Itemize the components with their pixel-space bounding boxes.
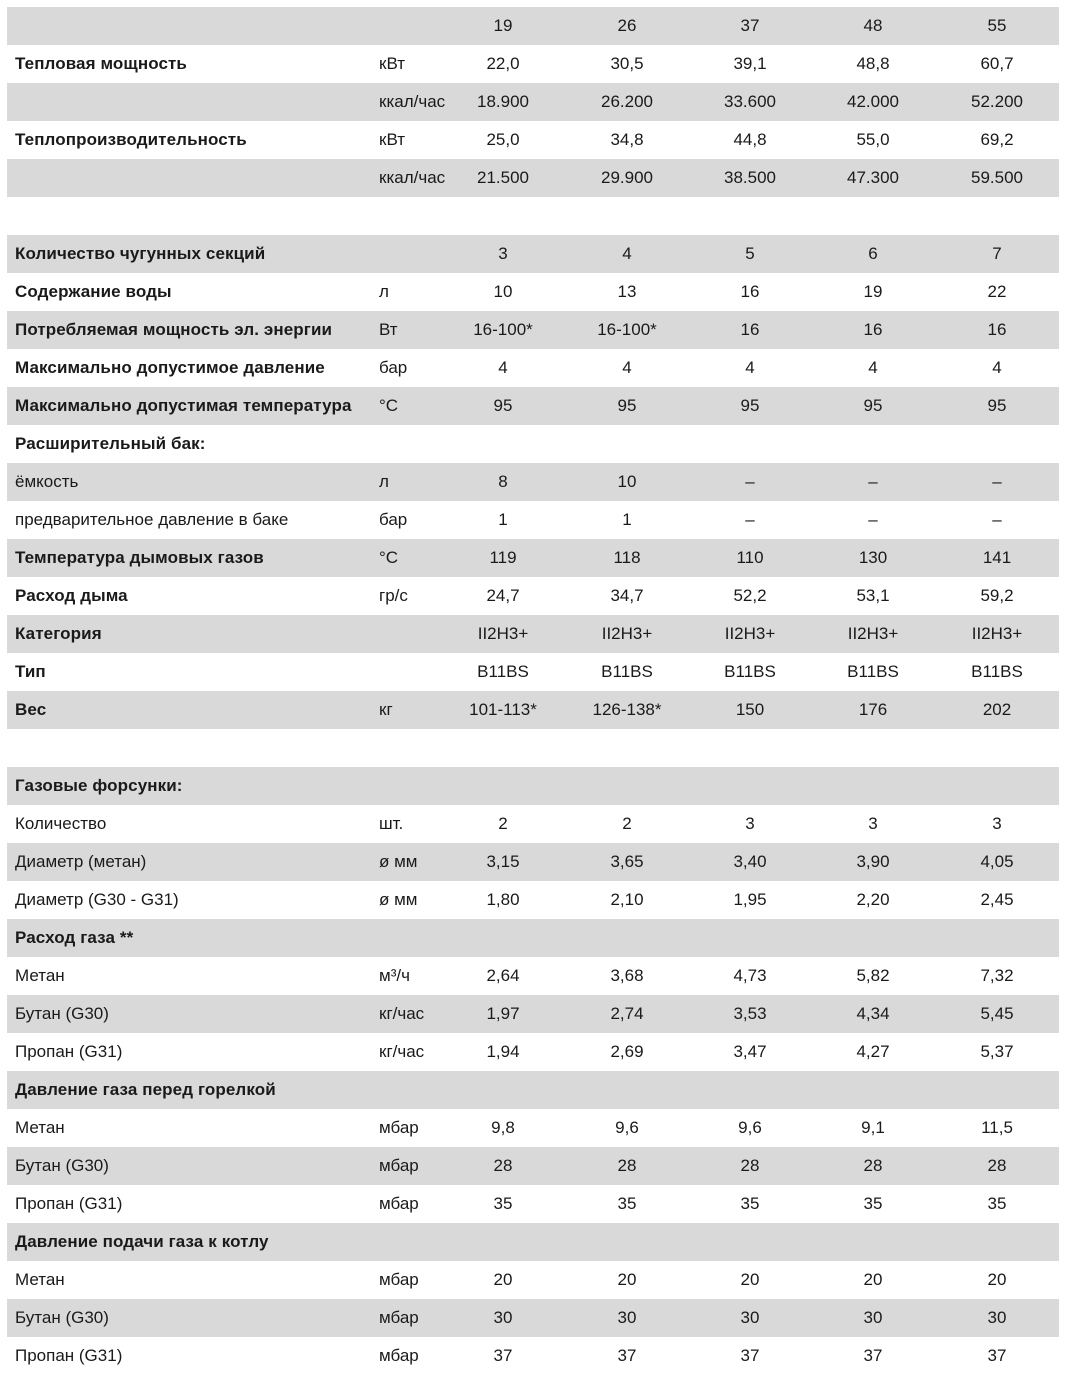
value-cell: 4 [992,358,1002,377]
value-cell: 18.900 [477,92,529,111]
table-row [7,349,1059,387]
value-cell: 16 [740,320,760,339]
value-cell: 2,45 [980,890,1014,909]
value-cell: 3,53 [733,1004,767,1023]
value-cell [572,1223,682,1261]
row-label: Расширительный бак: [15,434,206,453]
value-cell: 1 [498,510,508,529]
value-cell [695,767,805,805]
value-cell: 7,32 [980,966,1014,985]
row-label: Давление подачи газа к котлу [15,1232,269,1251]
table-row [7,273,1059,311]
table-row [7,1071,1059,1109]
value-cell: 13 [617,282,637,301]
value-cell [448,1223,558,1261]
value-cell: 35 [617,1194,637,1213]
value-cell [448,425,558,463]
row-label: Метан [15,966,65,985]
value-cell: 55,0 [856,130,890,149]
value-cell: 16 [987,320,1007,339]
value-cell: 20 [740,1270,760,1289]
value-cell: – [992,472,1002,491]
table-row [7,919,1059,957]
row-label: Теплопроизводительность [15,130,247,149]
value-cell: 10 [617,472,637,491]
value-cell [818,1071,928,1109]
value-cell: II2H3+ [847,624,899,643]
column-header: 26 [617,16,637,35]
value-cell: 38.500 [724,168,776,187]
table-row [7,957,1059,995]
value-cell: 9,6 [738,1118,762,1137]
value-cell: II2H3+ [971,624,1023,643]
value-cell: 4 [745,358,755,377]
row-unit: кВт [379,54,405,73]
table-row [7,1033,1059,1071]
row-unit: гр/с [379,586,408,605]
value-cell: 20 [863,1270,883,1289]
value-cell: 3,15 [486,852,520,871]
table-row [7,653,1059,691]
row-label: Бутан (G30) [15,1308,109,1327]
value-cell [695,425,805,463]
row-label: Вес [15,700,47,719]
row-unit: ккал/час [379,92,446,111]
value-cell: 141 [982,548,1012,567]
value-cell: – [745,510,755,529]
table-row [7,805,1059,843]
value-cell: 4 [498,358,508,377]
value-cell: 95 [987,396,1007,415]
table-row [7,995,1059,1033]
value-cell: 37 [740,1346,760,1365]
value-cell: 5,37 [980,1042,1014,1061]
value-cell: 24,7 [486,586,520,605]
row-label: Максимально допустимое давление [15,358,325,377]
table-row [7,1109,1059,1147]
row-label: Давление газа перед горелкой [15,1080,276,1099]
value-cell [572,767,682,805]
value-cell: II2H3+ [477,624,529,643]
table-row [7,501,1059,539]
value-cell [448,919,558,957]
value-cell: 1 [622,510,632,529]
value-cell: 95 [617,396,637,415]
row-unit: кВт [379,130,405,149]
value-cell: B11BS [847,662,899,681]
value-cell: 5,45 [980,1004,1014,1023]
value-cell [818,919,928,957]
value-cell: 6 [868,244,878,263]
value-cell: 9,6 [615,1118,639,1137]
value-cell: 28 [740,1156,760,1175]
row-unit: мбар [379,1194,419,1213]
row-unit: л [379,282,389,301]
row-label: Пропан (G31) [15,1042,123,1061]
value-cell: 30 [740,1308,760,1327]
table-row [7,463,1059,501]
value-cell: 48,8 [856,54,890,73]
value-cell: 26.200 [601,92,653,111]
value-cell [695,1071,805,1109]
value-cell: 22,0 [486,54,520,73]
value-cell: B11BS [971,662,1023,681]
table-row [7,1147,1059,1185]
table-row [7,387,1059,425]
value-cell [818,425,928,463]
value-cell: 20 [987,1270,1007,1289]
value-cell: 37 [493,1346,513,1365]
value-cell: 34,8 [610,130,644,149]
value-cell: 10 [493,282,513,301]
row-unit: кг/час [379,1042,425,1061]
row-unit: мбар [379,1156,419,1175]
value-cell: 4 [622,358,632,377]
value-cell: 29.900 [601,168,653,187]
value-cell: 69,2 [980,130,1014,149]
value-cell: 3,40 [733,852,767,871]
value-cell [572,425,682,463]
row-label: Потребляемая мощность эл. энергии [15,320,333,339]
value-cell: 2,10 [610,890,644,909]
value-cell: 2,64 [486,966,520,985]
value-cell: 33.600 [724,92,776,111]
value-cell: 3 [498,244,508,263]
row-label: Тепловая мощность [15,54,187,73]
value-cell: 16 [863,320,883,339]
value-cell: 25,0 [486,130,520,149]
row-label: Метан [15,1118,65,1137]
value-cell [818,767,928,805]
value-cell: B11BS [724,662,776,681]
row-label: Бутан (G30) [15,1004,109,1023]
table-row [7,1337,1059,1375]
table-row [7,311,1059,349]
value-cell [572,919,682,957]
value-cell: 20 [617,1270,637,1289]
value-cell: 110 [736,548,764,567]
value-cell: 2,20 [856,890,890,909]
row-label: Бутан (G30) [15,1156,109,1175]
value-cell: 39,1 [733,54,767,73]
column-header: 48 [863,16,883,35]
value-cell: 16 [740,282,760,301]
table-row [7,235,1059,273]
value-cell [942,919,1052,957]
value-cell: 35 [987,1194,1007,1213]
value-cell: 52,2 [733,586,767,605]
row-unit: мбар [379,1346,419,1365]
value-cell: 59,2 [980,586,1014,605]
row-label: Пропан (G31) [15,1346,123,1365]
value-cell [818,1223,928,1261]
value-cell: 35 [740,1194,760,1213]
value-cell: 3,68 [610,966,644,985]
value-cell: 59.500 [971,168,1023,187]
value-cell: 1,94 [486,1042,520,1061]
value-cell: B11BS [477,662,529,681]
value-cell [448,1071,558,1109]
value-cell: 16-100* [597,320,657,339]
header-row [7,7,1059,45]
column-header: 19 [493,16,513,35]
row-label: Диаметр (G30 - G31) [15,890,179,909]
value-cell [942,1223,1052,1261]
row-unit: мбар [379,1308,419,1327]
value-cell [695,1223,805,1261]
value-cell: 34,7 [610,586,644,605]
value-cell: 30,5 [610,54,644,73]
value-cell: B11BS [601,662,653,681]
value-cell: 119 [489,548,517,567]
value-cell: 21.500 [477,168,529,187]
table-row [7,1261,1059,1299]
value-cell: 28 [617,1156,637,1175]
value-cell: 95 [740,396,760,415]
row-unit: л [379,472,389,491]
value-cell [448,767,558,805]
value-cell: 202 [982,700,1012,719]
value-cell: 19 [863,282,883,301]
value-cell: 37 [617,1346,637,1365]
table-row [7,1185,1059,1223]
table-row [7,539,1059,577]
value-cell: 126-138* [592,700,662,719]
table-row [7,159,1059,197]
value-cell [942,1071,1052,1109]
value-cell: 118 [613,548,641,567]
table-row [7,83,1059,121]
value-cell: 5 [745,244,755,263]
table-row [7,767,1059,805]
value-cell: 1,95 [733,890,767,909]
row-unit: бар [379,358,408,377]
row-label: Содержание воды [15,282,172,301]
value-cell: 28 [493,1156,513,1175]
value-cell: 11,5 [981,1118,1013,1137]
row-unit: °C [379,396,399,415]
row-unit: ø мм [379,852,418,871]
value-cell: 16-100* [473,320,533,339]
row-unit: ккал/час [379,168,446,187]
value-cell: 35 [493,1194,513,1213]
row-unit: мбар [379,1270,419,1289]
row-unit: °C [379,548,399,567]
column-header: 55 [987,16,1007,35]
row-unit: м³/ч [379,966,410,985]
row-label: Пропан (G31) [15,1194,123,1213]
value-cell: 22 [987,282,1007,301]
value-cell: II2H3+ [601,624,653,643]
value-cell: II2H3+ [724,624,776,643]
value-cell: 4,05 [980,852,1014,871]
value-cell: 3,65 [610,852,644,871]
column-header: 37 [740,16,760,35]
value-cell: 28 [863,1156,883,1175]
value-cell [942,767,1052,805]
value-cell: 7 [992,244,1002,263]
value-cell: 9,1 [861,1118,885,1137]
value-cell: 35 [863,1194,883,1213]
value-cell: 53,1 [856,586,890,605]
value-cell [942,425,1052,463]
value-cell: 30 [493,1308,513,1327]
table-row [7,691,1059,729]
value-cell: 28 [987,1156,1007,1175]
value-cell: 4,73 [733,966,767,985]
value-cell: 60,7 [980,54,1014,73]
value-cell: 3 [868,814,878,833]
value-cell: 95 [863,396,883,415]
value-cell [695,919,805,957]
row-unit: кг/час [379,1004,425,1023]
value-cell: 52.200 [971,92,1023,111]
value-cell: 42.000 [847,92,899,111]
value-cell: 95 [493,396,513,415]
row-unit: кг [379,700,393,719]
row-unit: шт. [379,814,404,833]
table-row [7,881,1059,919]
value-cell: 30 [987,1308,1007,1327]
row-label: Метан [15,1270,65,1289]
value-cell: 150 [735,700,765,719]
value-cell: 1,80 [486,890,520,909]
value-cell: 30 [863,1308,883,1327]
value-cell: – [745,472,755,491]
row-label: Максимально допустимая температура [15,396,352,415]
row-unit: бар [379,510,408,529]
value-cell: – [868,510,878,529]
value-cell: 4,34 [856,1004,890,1023]
row-label: Категория [15,624,102,643]
value-cell: 2,74 [610,1004,644,1023]
row-unit: мбар [379,1118,419,1137]
value-cell: 4 [868,358,878,377]
row-label: Расход газа ** [15,928,134,947]
value-cell: 2 [498,814,508,833]
table-row [7,843,1059,881]
row-label: Газовые форсунки: [15,776,183,795]
value-cell: – [868,472,878,491]
value-cell: 8 [498,472,508,491]
value-cell: 3 [992,814,1002,833]
table-row [7,1223,1059,1261]
value-cell [572,1071,682,1109]
row-label: Температура дымовых газов [15,548,264,567]
value-cell: 3,47 [733,1042,767,1061]
value-cell: 130 [858,548,888,567]
value-cell: 37 [863,1346,883,1365]
value-cell: 5,82 [856,966,890,985]
row-label: Количество чугунных секций [15,244,266,263]
row-label: Количество [15,814,107,833]
value-cell: 20 [493,1270,513,1289]
value-cell: 2 [622,814,632,833]
value-cell: – [992,510,1002,529]
value-cell: 101-113* [469,700,537,719]
row-unit: Вт [379,320,398,339]
row-label: Расход дыма [15,586,128,605]
row-label: Диаметр (метан) [15,852,147,871]
value-cell: 4,27 [856,1042,890,1061]
row-label: предварительное давление в баке [15,510,289,529]
value-cell: 30 [617,1308,637,1327]
table-row [7,1299,1059,1337]
value-cell: 1,97 [486,1004,520,1023]
value-cell: 9,8 [491,1118,515,1137]
table-row [7,121,1059,159]
value-cell: 2,69 [610,1042,644,1061]
row-unit: ø мм [379,890,418,909]
table-row [7,425,1059,463]
value-cell: 47.300 [847,168,899,187]
row-label: ёмкость [15,472,79,491]
table-row [7,615,1059,653]
value-cell: 4 [622,244,632,263]
table-row [7,577,1059,615]
value-cell: 176 [858,700,888,719]
table-row [7,45,1059,83]
value-cell: 37 [987,1346,1007,1365]
value-cell: 3,90 [856,852,890,871]
value-cell: 3 [745,814,755,833]
row-label: Тип [15,662,46,681]
value-cell: 44,8 [733,130,767,149]
